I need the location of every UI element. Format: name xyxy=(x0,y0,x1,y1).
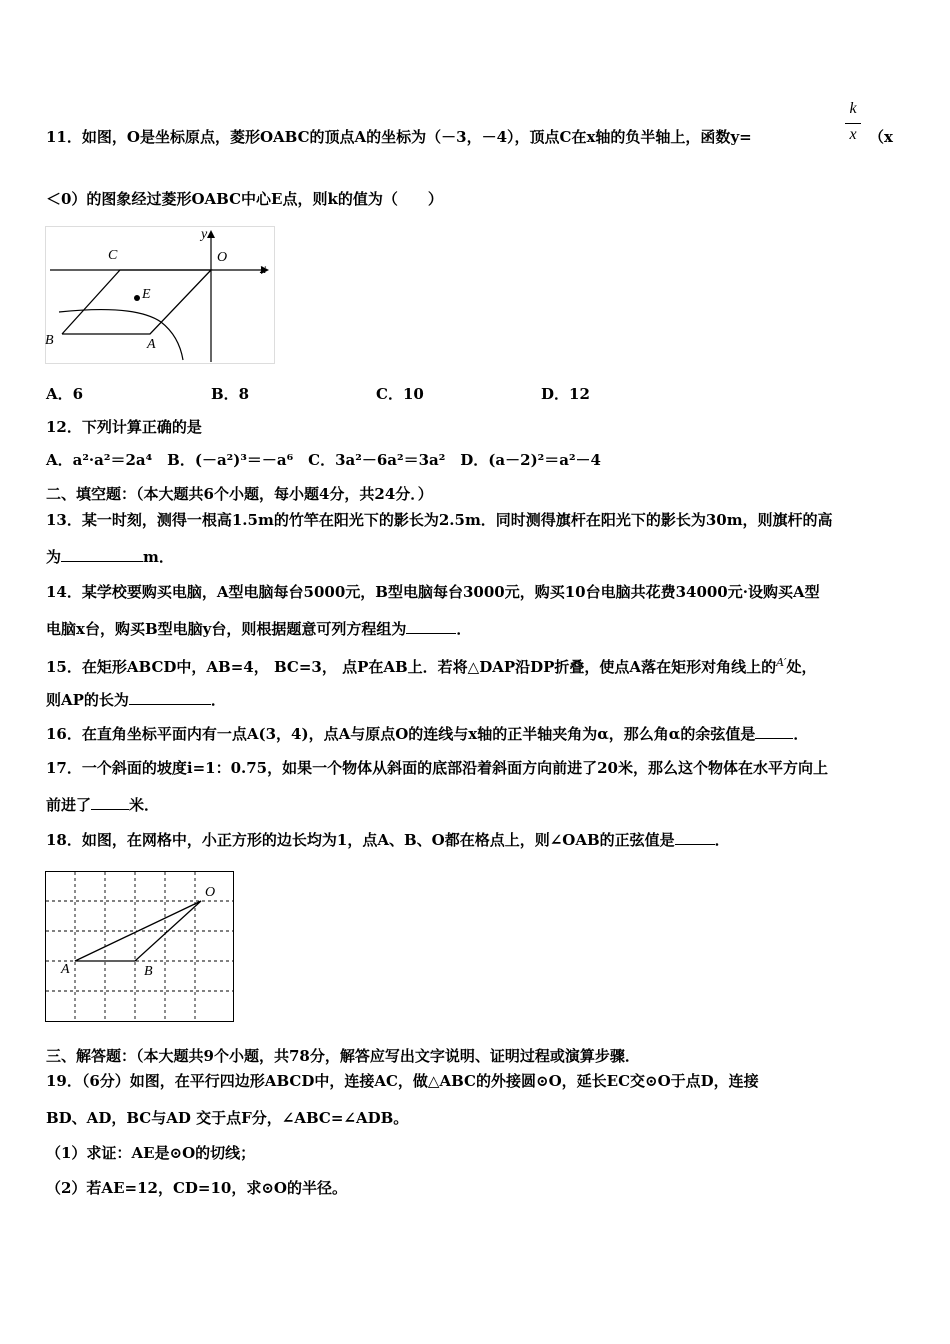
q13-line1: 13．某一时刻，测得一根高1.5m的竹竿在阳光下的影长为2.5m．同时测得旗杆在阳光下的影长为30m，则旗杆的高 xyxy=(46,511,833,529)
q12-options: A．a²·a²＝2a⁴ B．(－a²)³＝－a⁶ C．3a²－6a²＝3a² D．(a－2)²＝a²－4 xyxy=(46,451,601,469)
q11-option-c[interactable]: C．10 xyxy=(376,385,424,403)
q14-line2: 电脑x台，购买B型电脑y台，则根据题意可列方程组为 ． xyxy=(46,620,472,638)
q11-option-d[interactable]: D．12 xyxy=(541,385,590,403)
label-b: B xyxy=(144,964,153,979)
label-o: O xyxy=(217,250,228,265)
q15-answer-blank[interactable] xyxy=(129,690,211,705)
q11-option-a[interactable]: A．6 xyxy=(46,385,84,403)
q12-title: 12．下列计算正确的是 xyxy=(46,418,202,436)
section-3-heading: 三、解答题：（本大题共9个小题，共78分，解答应写出文字说明、证明过程或演算步骤． xyxy=(46,1047,640,1065)
label-y: y xyxy=(201,227,208,242)
q17-answer-blank[interactable] xyxy=(91,795,129,810)
q11-rhombus-figure xyxy=(45,226,275,368)
q17-line2: 前进了 米． xyxy=(46,796,160,814)
q16: 16．在直角坐标平面内有一点A(3，4)，点A与原点O的连线与x轴的正半轴夹角为α，那么角α的余弦值是 ． xyxy=(46,725,809,743)
label-a: A xyxy=(147,337,156,352)
q18-answer-blank[interactable] xyxy=(675,830,715,845)
q11-fraction-numerator: k xyxy=(849,100,857,117)
q11-line1-tail: （x xyxy=(869,128,893,146)
q17-line1: 17．一个斜面的坡度i=1：0.75，如果一个物体从斜面的底部沿着斜面方向前进了20米，那么这个物体在水平方向上 xyxy=(46,759,828,777)
q19-part2: （2）若AE=12，CD=10，求⊙O的半径。 xyxy=(46,1179,347,1197)
label-e: E xyxy=(142,287,151,302)
q11-line1: 11．如图，O是坐标原点，菱形OABC的顶点A的坐标为（－3，－4），顶点C在x轴的负半轴上，函数y= xyxy=(46,128,752,146)
q19-line1: 19．（6分）如图，在平行四边形ABCD中，连接AC，做△ABC的外接圆⊙O，延长EC交⊙O于点D，连接 xyxy=(46,1072,759,1090)
a-prime: A′ xyxy=(776,656,787,669)
q19-part1: （1）求证：AE是⊙O的切线； xyxy=(46,1144,256,1162)
q18: 18．如图，在网格中，小正方形的边长均为1，点A、B、O都在格点上，则∠OAB的正弦值是 ． xyxy=(46,831,730,849)
q11-fraction-denominator: x xyxy=(849,126,857,143)
q15-line1: 15．在矩形ABCD中，AB=4， BC=3， 点P在AB上．若将△DAP沿DP折叠，使点A落在矩形对角线上的$^{A'}$处， xyxy=(46,656,817,676)
q11-line2: ＜0）的图象经过菱形OABC中心E点，则k的值为（ ） xyxy=(46,190,443,208)
label-a: A xyxy=(61,962,70,977)
q11-option-b[interactable]: B．8 xyxy=(211,385,250,403)
q19-line2: BD、AD，BC与AD 交于点F分，∠ABC=∠ADB。 xyxy=(46,1109,409,1127)
q14-answer-blank[interactable] xyxy=(406,619,456,634)
q18-grid-figure xyxy=(45,871,235,1027)
q14-line1: 14．某学校要购买电脑，A型电脑每台5000元，B型电脑每台3000元，购买10台电脑共花费34000元·设购买A型 xyxy=(46,583,820,601)
label-c: C xyxy=(108,248,118,263)
label-x: x xyxy=(260,262,267,277)
q16-answer-blank[interactable] xyxy=(755,724,793,739)
section-2-heading: 二、填空题：（本大题共6个小题，每小题4分，共24分．） xyxy=(46,485,433,503)
q13-answer-blank[interactable] xyxy=(61,547,143,562)
label-b: B xyxy=(45,333,54,348)
q15-line2: 则AP的长为 ． xyxy=(46,691,226,709)
q13-line2: 为 m． xyxy=(46,548,174,566)
fraction-bar xyxy=(845,123,861,124)
label-o: O xyxy=(205,885,216,900)
